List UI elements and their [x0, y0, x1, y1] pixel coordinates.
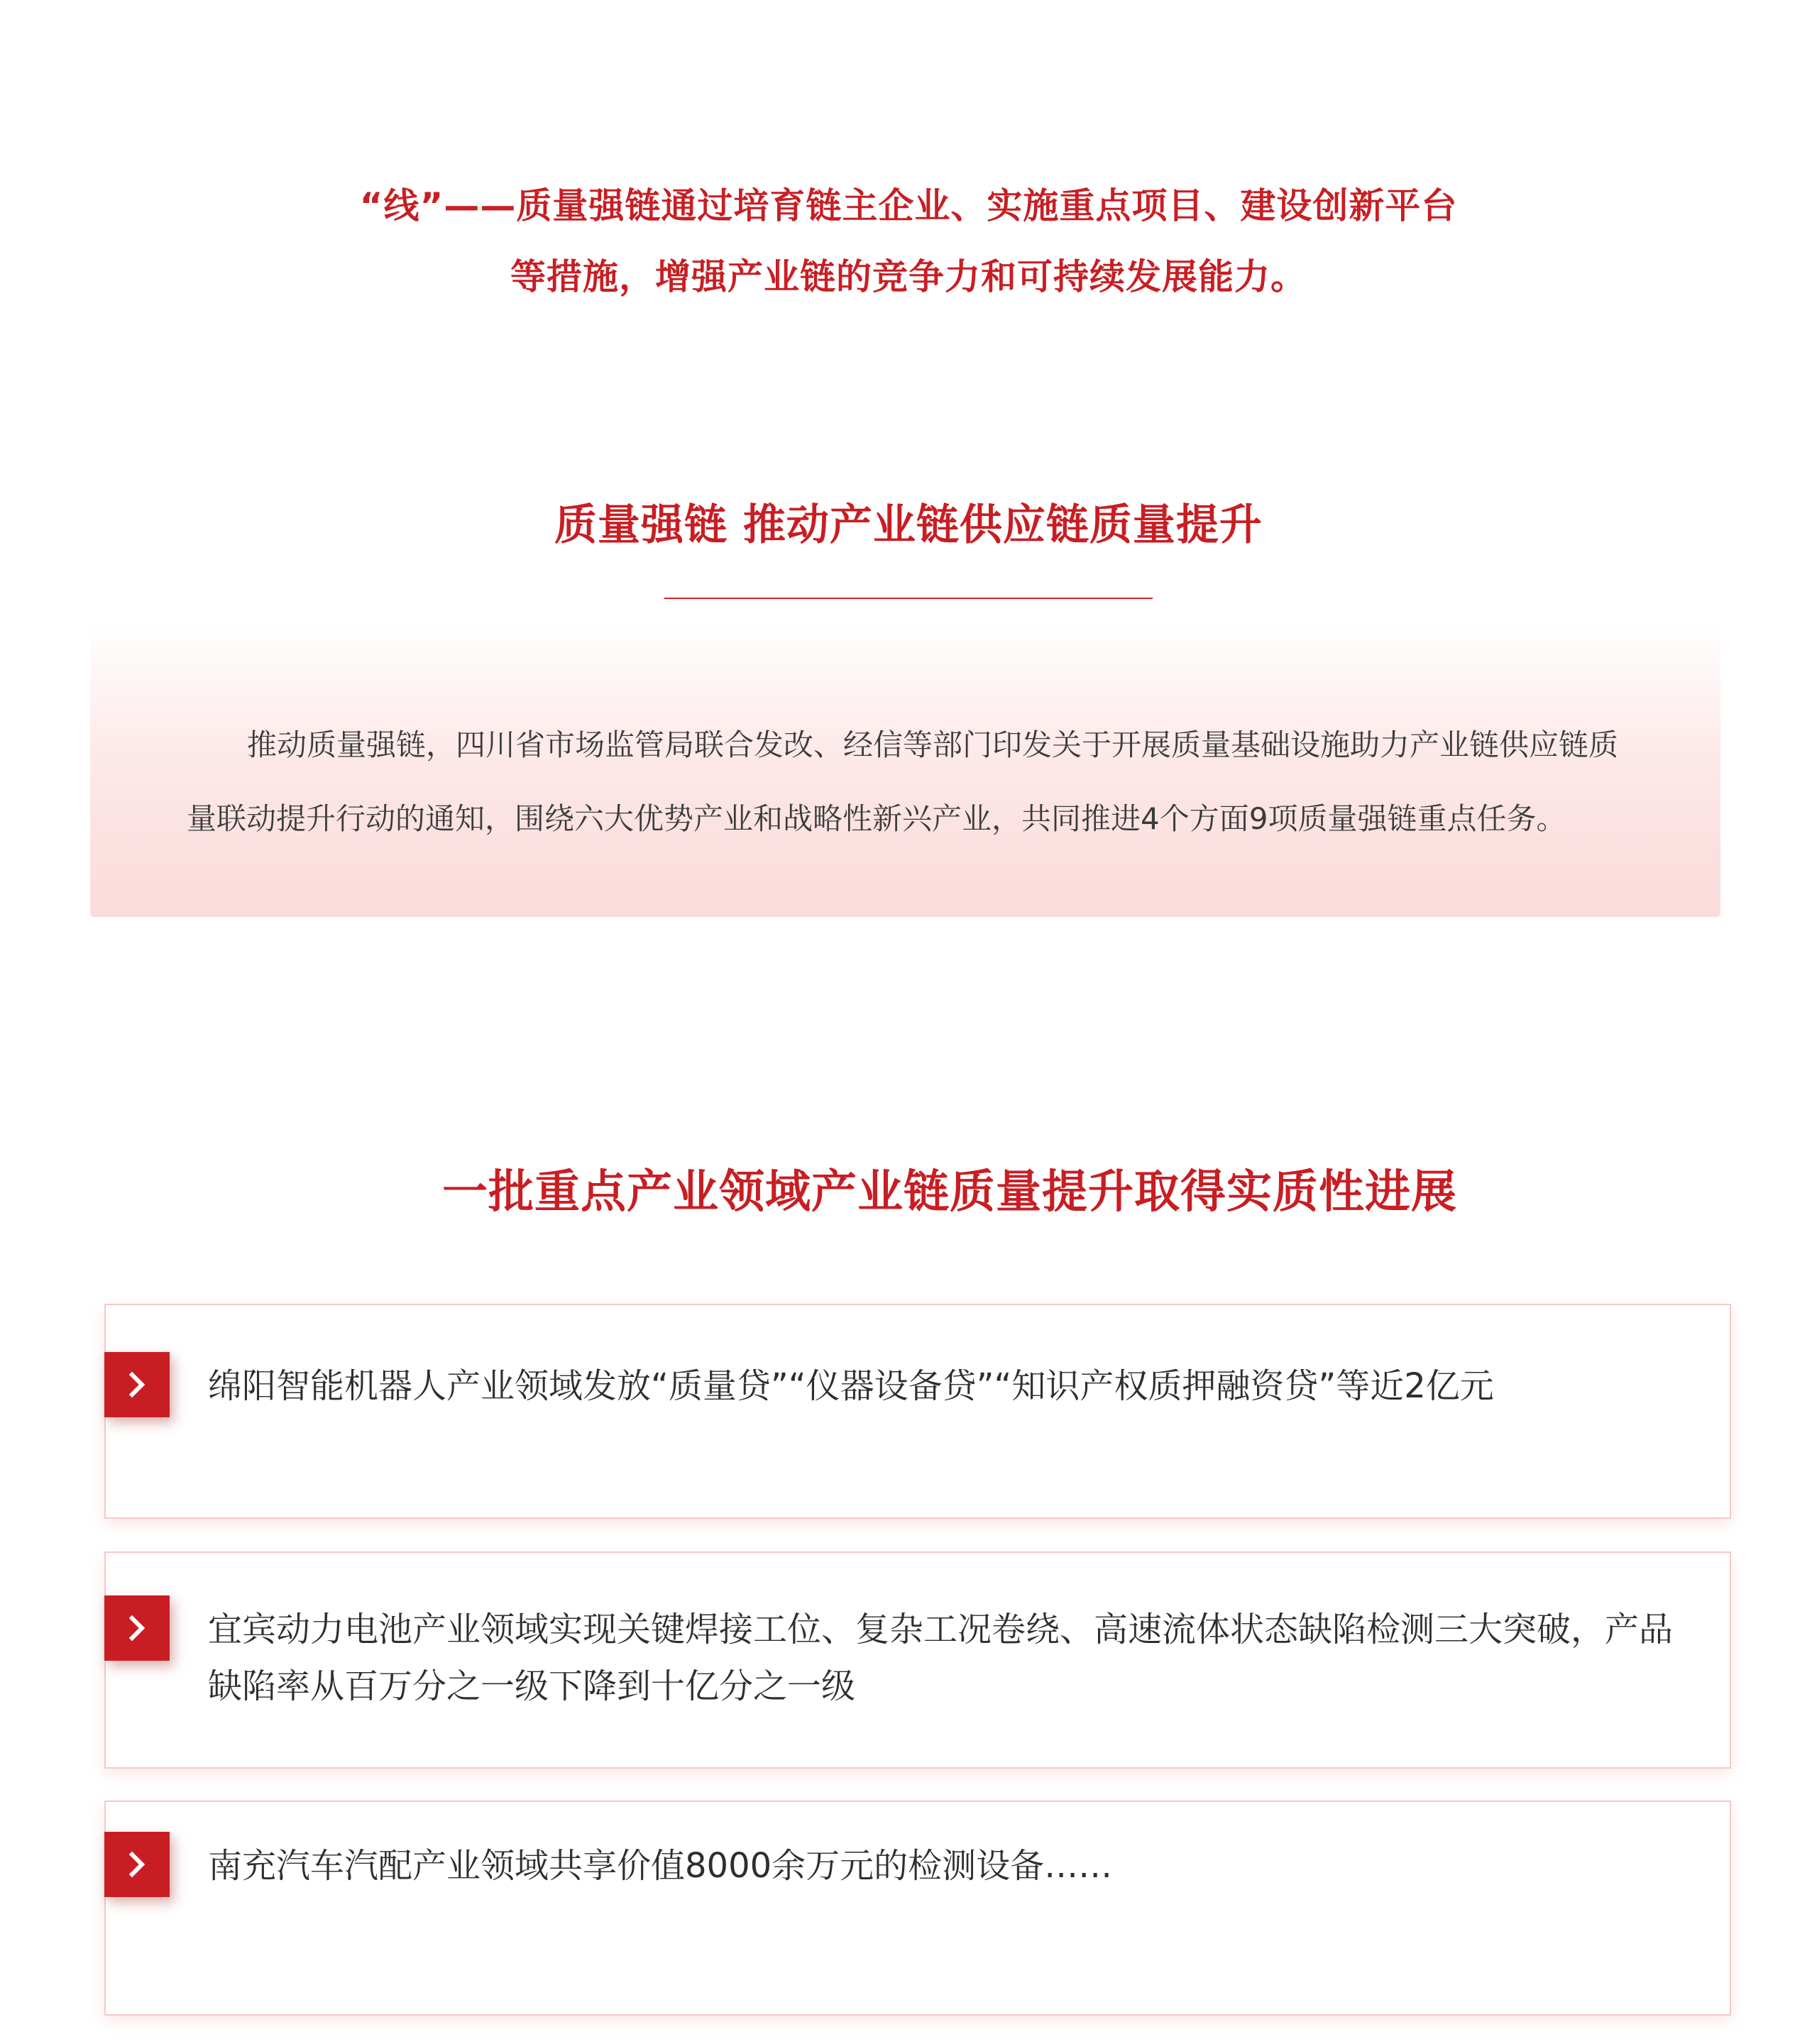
intro-line-1: “线”——质量强链通过培育链主企业、实施重点项目、建设创新平台: [359, 185, 1458, 226]
intro-line-2: 等措施，增强产业链的竞争力和可持续发展能力。: [510, 256, 1307, 297]
progress-card-2-text: 宜宾动力电池产业领域实现关键焊接工位、复杂工况卷绕、高速流体状态缺陷检测三大突破，产品缺陷率从百万分之一级下降到十亿分之一级: [208, 1610, 1674, 1706]
section1-divider: [664, 598, 1153, 599]
chevron-right-icon: [104, 1832, 170, 1897]
section2-title: 一批重点产业领域产业链质量提升取得实质性进展: [442, 1166, 1457, 1219]
intro-heading: [0, 170, 1817, 312]
chevron-right-icon: [104, 1595, 170, 1661]
section1-body-text: 推动质量强链，四川省市场监管局联合发改、经信等部门印发关于开展质量基础设施助力产业链供应链质量联动提升行动的通知，围绕六大优势产业和战略性新兴产业，共同推进4个方面9项质量强链重点任务。: [187, 727, 1619, 836]
progress-card-3: [104, 1801, 1731, 2016]
progress-card-3-text: 南充汽车汽配产业领域共享价值8000余万元的检测设备……: [208, 1846, 1113, 1886]
progress-card-1: [104, 1304, 1731, 1519]
progress-card-1-text: 绵阳智能机器人产业领域发放“质量贷”“仪器设备贷”“知识产权质押融资贷”等近2亿元: [208, 1366, 1494, 1406]
chevron-right-icon: [104, 1352, 170, 1417]
section1-title: 质量强链 推动产业链供应链质量提升: [554, 500, 1263, 550]
progress-card-2: [104, 1551, 1731, 1769]
